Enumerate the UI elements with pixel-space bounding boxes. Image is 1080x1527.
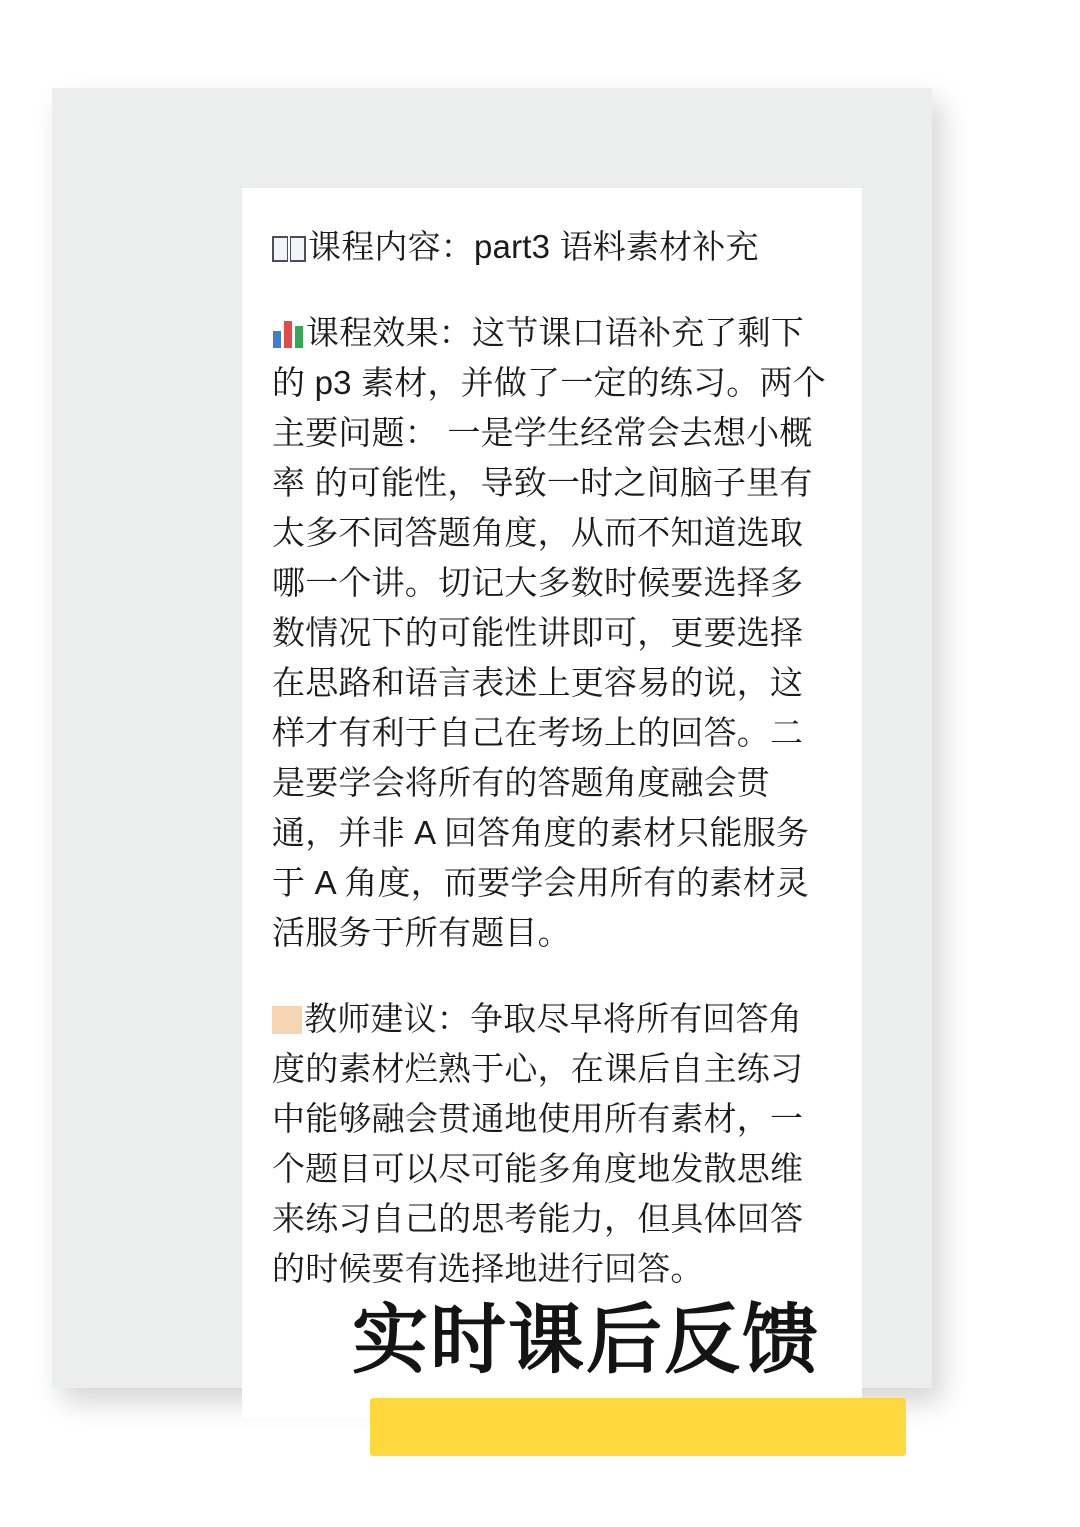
open-book-icon [272, 236, 306, 262]
bar-chart-icon [272, 320, 304, 348]
note-sheet [242, 188, 862, 1418]
section-text-course-content: part3 语料素材补充 [474, 228, 759, 265]
section-label-course-content: 课程内容： [308, 228, 474, 265]
overlay-caption: 实时课后反馈 [352, 1298, 820, 1383]
section-text-teacher-advice: 争取尽早将所有回答角度的素材烂熟于心，在课后自主练习中能够融会贯通地使用所有素材，一个题目可以尽可能多角度地发散思维来练习自己的思考能力，但具体回答的时候要有选择地进行回答。 [272, 1000, 804, 1287]
section-label-course-effect: 课程效果： [306, 314, 472, 351]
section-teacher-advice [272, 994, 834, 1294]
caption-highlight-bar [370, 1398, 906, 1456]
section-course-effect [272, 308, 834, 958]
section-label-teacher-advice: 教师建议： [304, 1000, 470, 1037]
section-text-course-effect: 这节课口语补充了剩下的 p3 素材，并做了一定的练习。两个主要问题： 一是学生经常会去想小概率 的可能性，导致一时之间脑子里有太多不同答题角度，从而不知道选取哪一个讲。切记大多数时候要选择多数情况下的可能性讲即可，更要选择在思路和语言表述上更容易的说，这样才有利于自己在考场上的回答。二是要学会将所有的答题角度融会贯通，并非 A 回答角度的素材只能服务于 A 角度，而要学会用所有的素材灵活服务于所有题目。 [272, 314, 826, 951]
note-card-backdrop [52, 88, 932, 1388]
peach-square-icon [272, 1006, 302, 1034]
section-course-content [272, 222, 834, 272]
